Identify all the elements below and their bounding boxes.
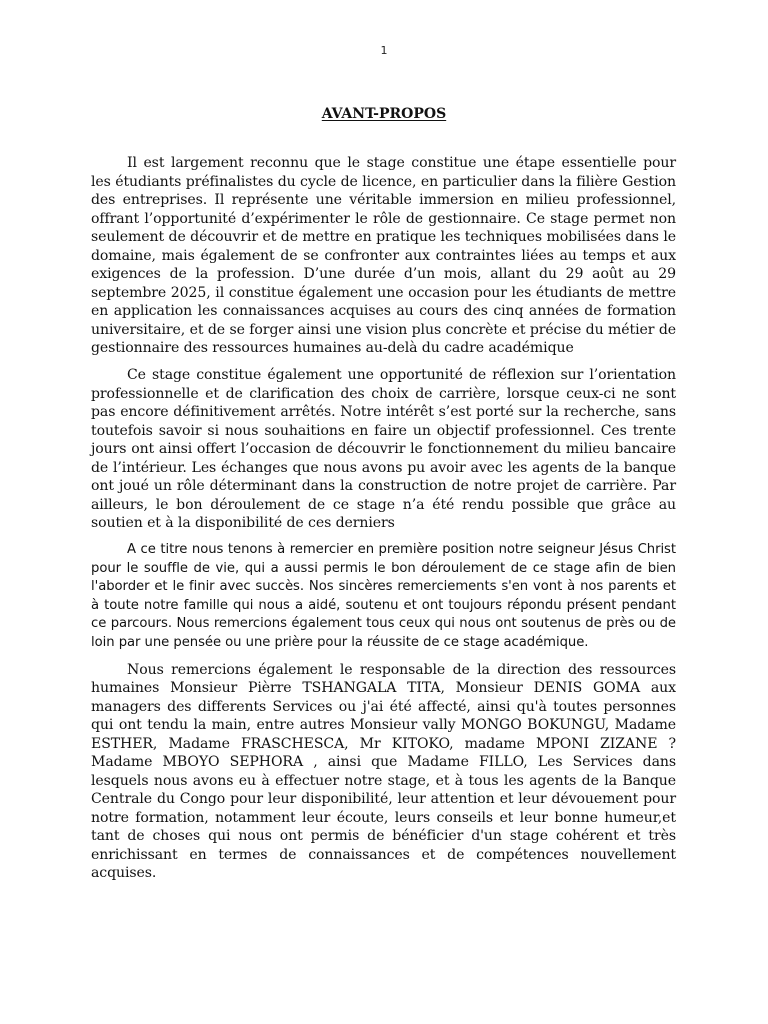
- paragraph-introduction: Il est largement reconnu que le stage constitue une étape essentielle pour les étudiants préfinalistes du cycle de licence, en particulier dans la filière Gestion des entreprises. Il représente une véritable immersion en milieu professionnel, offrant l’opportunité d’expérimenter le rôle de gestionnaire. Ce stage permet non seulement de découvrir et de mettre en pratique les techniques mobilisées dans le domaine, mais également de se confronter aux contraintes liées au temps et aux exigences de la profession. D’une durée d’un mois, allant du 29 août au 29 septembre 2025, il constitue également une occasion pour les étudiants de mettre en application les connaissances acquises au cours des cinq années de formation universitaire, et de se forger ainsi une vision plus concrète et précise du métier de gestionnaire des ressources humaines au-delà du cadre académique: [91, 155, 676, 356]
- paragraph-thanks-staff: Nous remercions également le responsable de la direction des ressources humaines Monsieur Pièrre TSHANGALA TITA, Monsieur DENIS GOMA aux managers des differents Services ou j'ai été affecté, ainsi qu'à toutes personnes qui ont tendu la main, entre autres Monsieur vally MONGO BOKUNGU, Madame ESTHER, Madame FRASCHESCA, Mr KITOKO, madame MPONI ZIZANE ? Madame MBOYO SEPHORA , ainsi que Madame FILLO, Les Services dans lesquels nous avons eu à effectuer notre stage, et à tous les agents de la Banque Centrale du Congo pour leur disponibilité, leur attention et leur dévouement pour notre formation, notamment leur écoute, leurs conseils et leur bonne humeur,et tant de choses qui nous ont permis de bénéficier d'un stage cohérent et très enrichissant en termes de connaissances et de compétences nouvellement acquises.: [91, 661, 676, 881]
- page-title: AVANT-PROPOS: [321, 106, 447, 122]
- paragraph-career-reflection: Ce stage constitue également une opportunité de réflexion sur l’orientation professionnelle et de clarification des choix de carrière, lorsque ceux-ci ne sont pas encore définitivement arrêtés. Notre intérêt s’est porté sur la recherche, sans toutefois savoir si nous souhaitions en faire un objectif professionnel. Ces trente jours ont ainsi offert l’occasion de découvrir le fonctionnement du milieu bancaire de l’intérieur. Les échanges que nous avons pu avoir avec les agents de la banque ont joué un rôle déterminant dans la construction de notre projet de carrière. Par ailleurs, le bon déroulement de ce stage n’a été rendu possible que grâce au soutien et à la disponibilité de ces derniers: [91, 367, 676, 531]
- page-number: 1: [380, 44, 388, 57]
- paragraph-thanks-family: A ce titre nous tenons à remercier en première position notre seigneur Jésus Christ pour le souffle de vie, qui a aussi permis le bon déroulement de ce stage afin de bien l'aborder et le finir avec succès. Nos sincères remerciements s'en vont à nos parents et à toute notre famille qui nous a aidé, soutenu et ont toujours répondu présent pendant ce parcours. Nous remercions également tous ceux qui nous ont soutenus de près ou de loin par une pensée ou une prière pour la réussite de ce stage académique.: [91, 542, 676, 650]
- body-text: [91, 154, 676, 891]
